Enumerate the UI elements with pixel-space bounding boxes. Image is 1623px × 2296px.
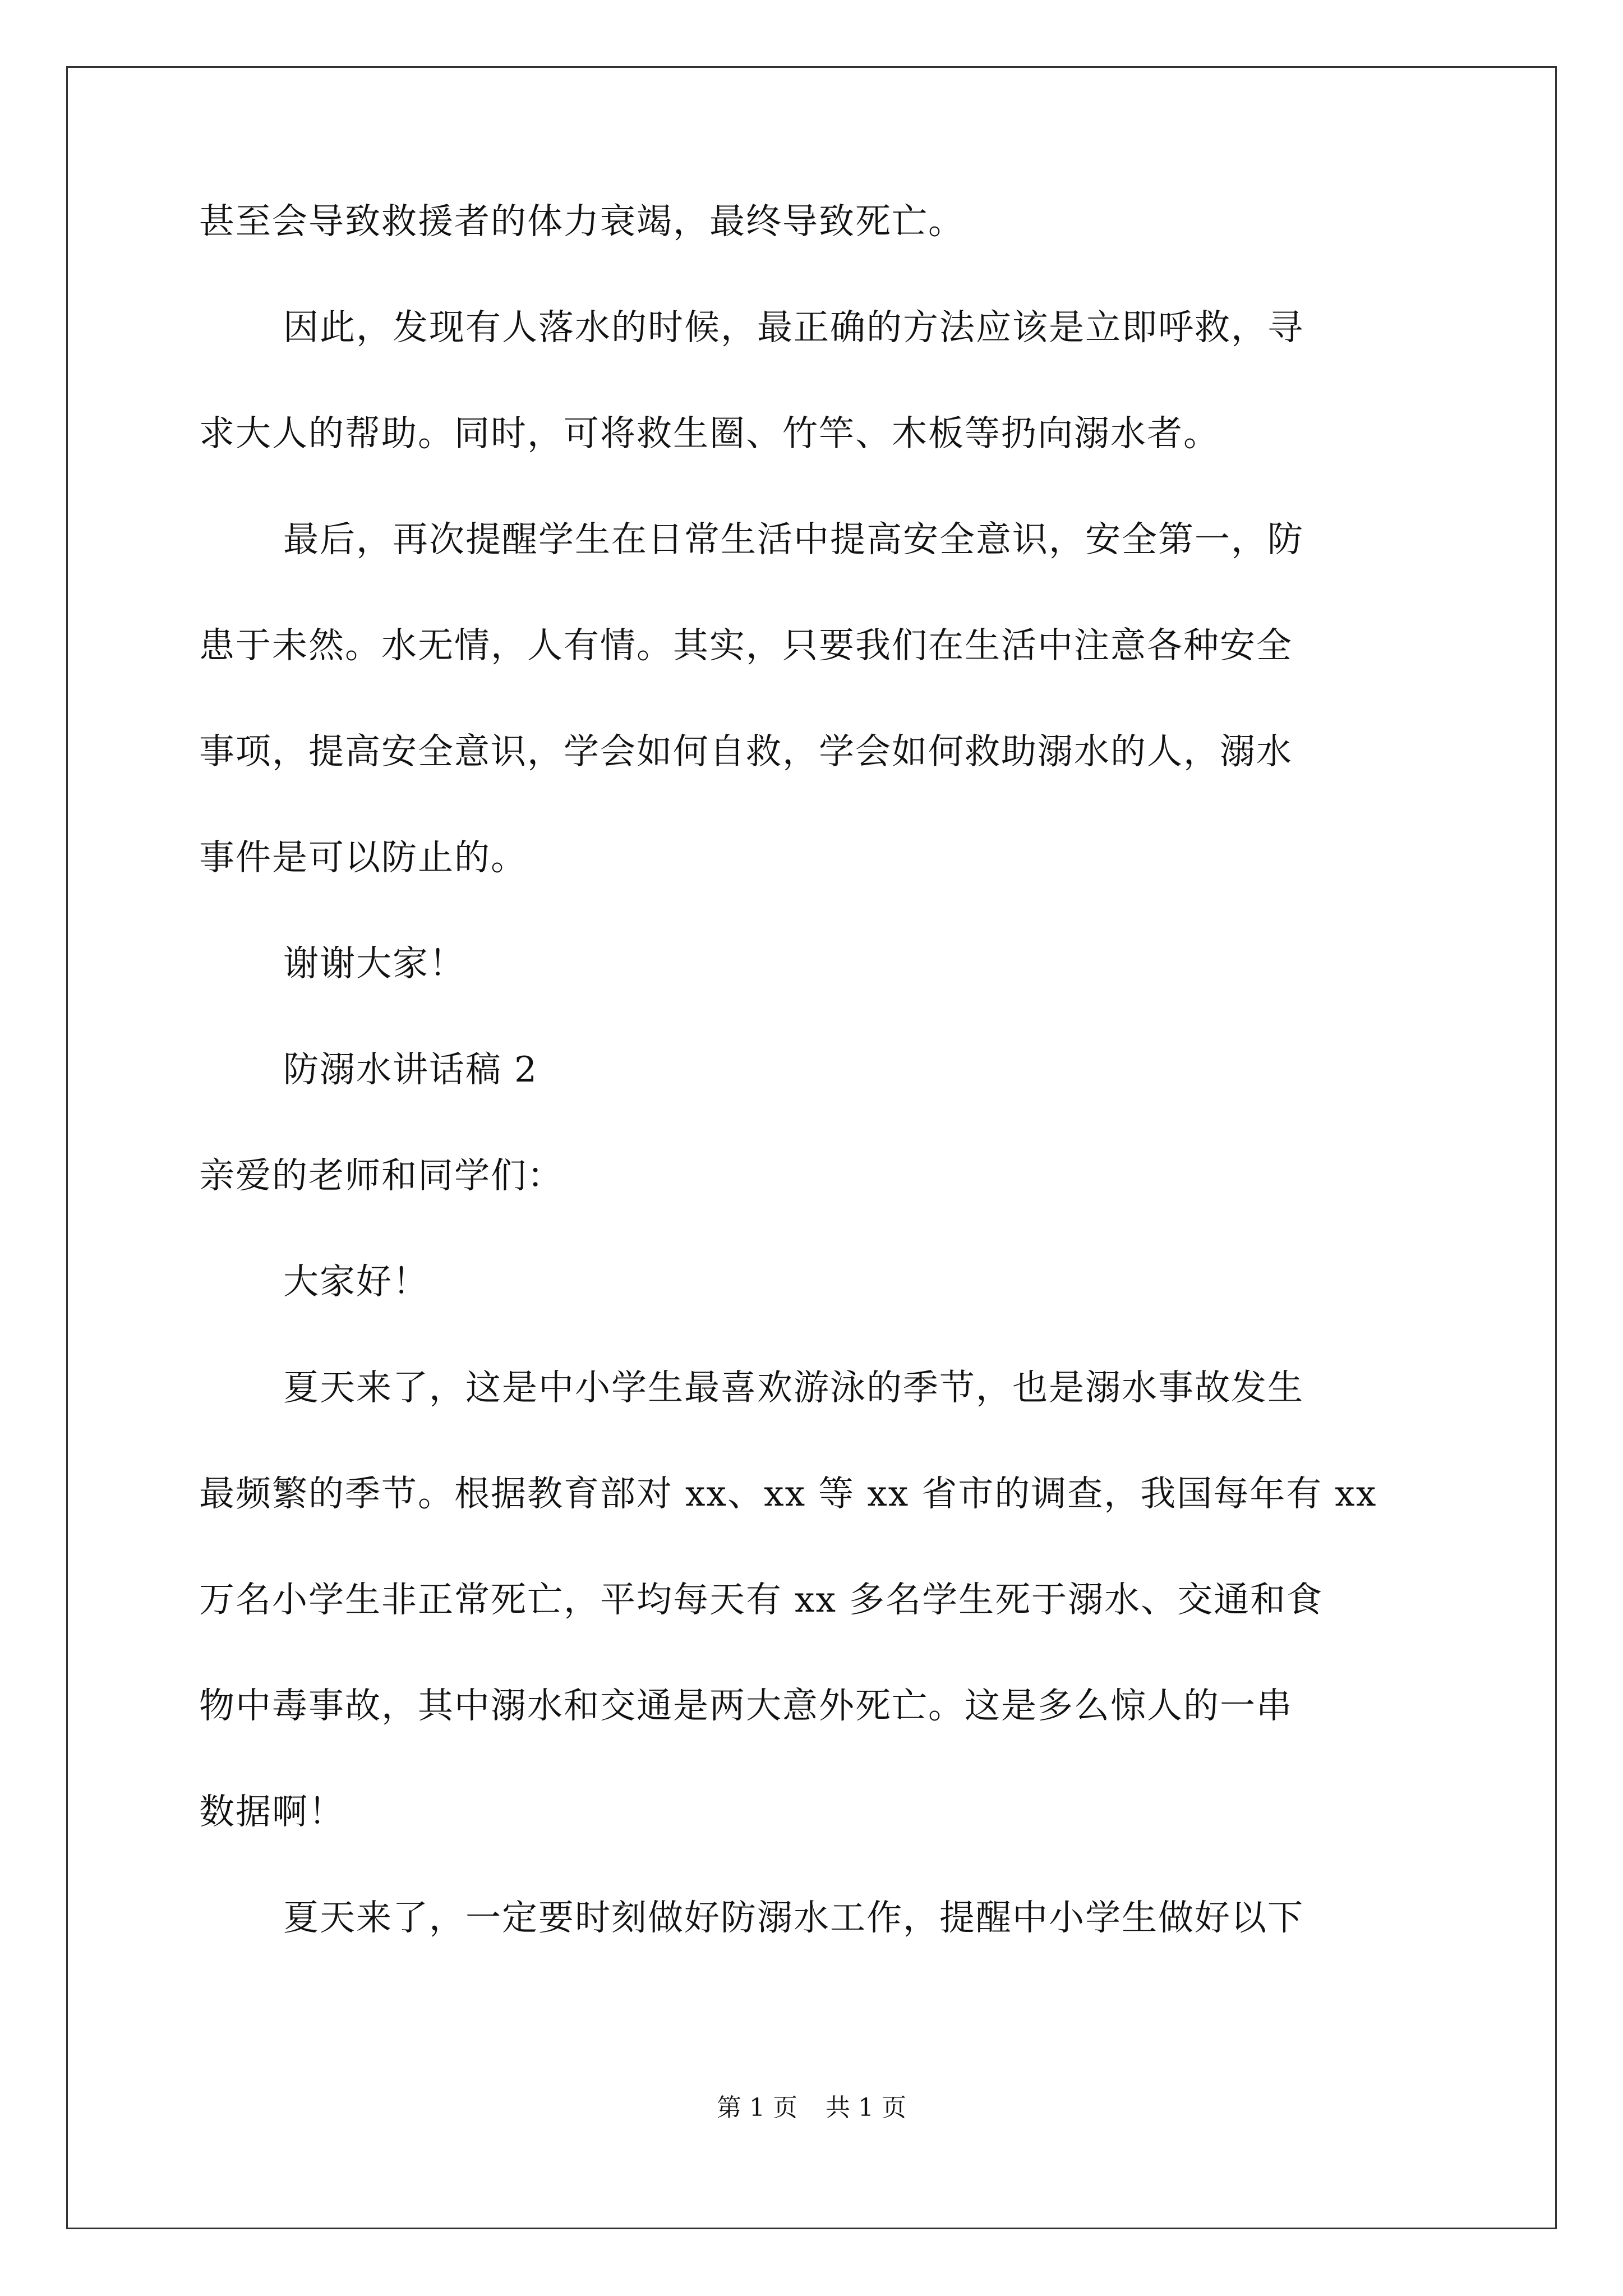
section-heading: 防溺水讲话稿 2 <box>283 1049 538 1090</box>
text-line: 数据啊！ <box>199 1791 345 1832</box>
page-total: 共 1 页 <box>826 2093 906 2122</box>
text-line: 最后，再次提醒学生在日常生活中提高安全意识，安全第一，防 <box>283 519 1304 560</box>
page-footer <box>0 2091 1623 2125</box>
text-line: 夏天来了，一定要时刻做好防溺水工作，提醒中小学生做好以下 <box>283 1897 1304 1938</box>
text-line: 最频繁的季节。根据教育部对 xx、xx 等 xx 省市的调查，我国每年有 xx <box>199 1473 1377 1514</box>
text-line: 谢谢大家！ <box>283 943 465 984</box>
text-line: 万名小学生非正常死亡，平均每天有 xx 多名学生死于溺水、交通和食 <box>199 1579 1324 1620</box>
text-line: 夏天来了，这是中小学生最喜欢游泳的季节，也是溺水事故发生 <box>283 1367 1304 1408</box>
text-line: 患于未然。水无情，人有情。其实，只要我们在生活中注意各种安全 <box>199 625 1293 666</box>
text-line: 因此，发现有人落水的时候，最正确的方法应该是立即呼救，寻 <box>283 307 1304 348</box>
text-line: 事件是可以防止的。 <box>199 837 527 878</box>
text-line: 求大人的帮助。同时，可将救生圈、竹竿、木板等扔向溺水者。 <box>199 413 1220 454</box>
page-number: 第 1 页 <box>717 2093 797 2122</box>
salutation: 亲爱的老师和同学们： <box>199 1155 564 1196</box>
text-line: 甚至会导致救援者的体力衰竭，最终导致死亡。 <box>199 201 965 242</box>
text-line: 事项，提高安全意识，学会如何自救，学会如何救助溺水的人，溺水 <box>199 731 1293 772</box>
greeting: 大家好！ <box>283 1261 429 1302</box>
text-line: 物中毒事故，其中溺水和交通是两大意外死亡。这是多么惊人的一串 <box>199 1685 1293 1726</box>
